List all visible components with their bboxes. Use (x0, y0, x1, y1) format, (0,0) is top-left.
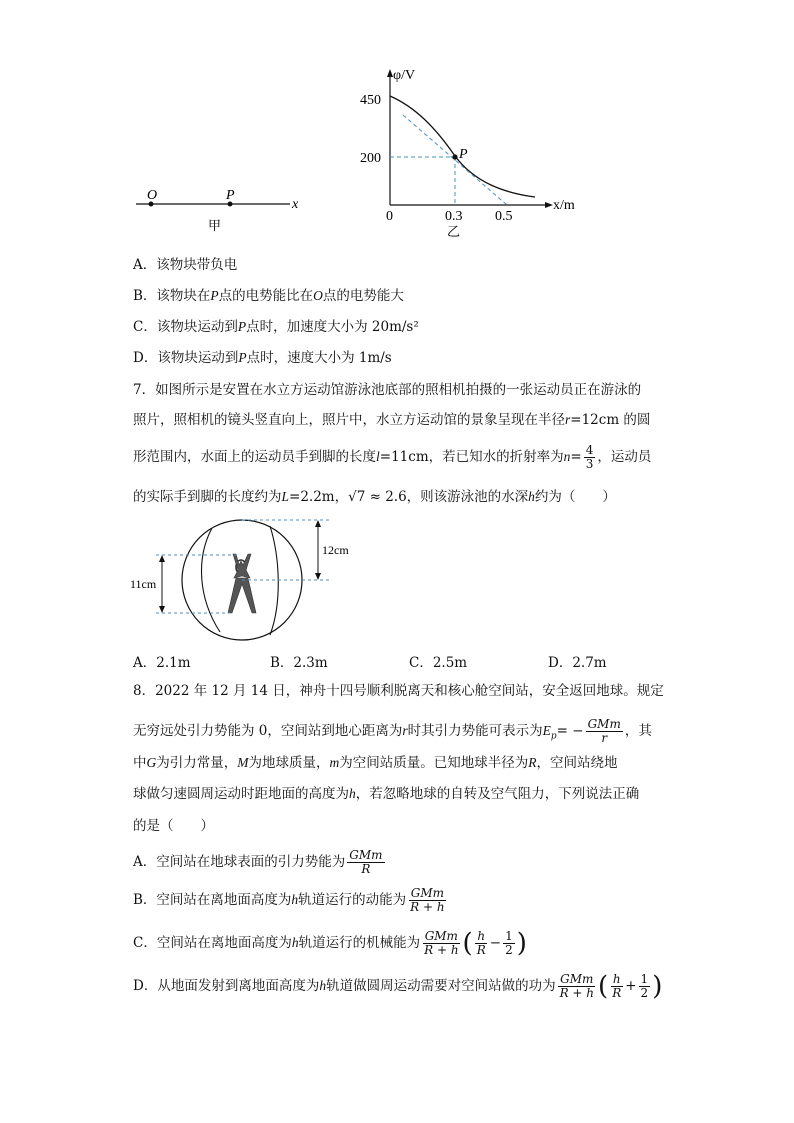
q8-d-pre: D．从地面发射到离地面高度为 (133, 978, 320, 994)
q8-d-op: + (625, 978, 637, 994)
q8-d-mid: 轨道做圆周运动需要对空间站做的功为 (326, 978, 556, 994)
q7-l3-mid: =11cm，若已知水的折射率为 (379, 449, 564, 465)
q8-c-h: h (291, 935, 299, 950)
label-11cm: 11cm (130, 577, 157, 591)
q7-option-c[interactable]: C．2.5m (409, 655, 468, 671)
caption-jia: 甲 (208, 218, 222, 233)
q6-b-mid: 点的电势能比在 (218, 288, 314, 304)
q8-l2-post: ，其 (624, 723, 652, 739)
q8-l3-pre: 中 (133, 755, 147, 771)
q8-d-rparen: ) (652, 971, 663, 1002)
q8-l3-b: 为地球质量， (248, 755, 330, 771)
q8-l3-G: G (146, 755, 157, 770)
q8-option-d[interactable] (133, 971, 662, 1001)
tick-450: 450 (360, 93, 381, 108)
ep-numerator: GMm (587, 717, 621, 731)
figure-yi (355, 65, 595, 240)
q7-figure (130, 518, 360, 643)
q7-line-2 (133, 411, 650, 429)
q7-l4-post: 约为（ ） (534, 489, 616, 505)
q8-l4-post: ，若忽略地球的自转及空气阻力，下列说法正确 (355, 786, 640, 802)
q8-l3-M: M (237, 755, 249, 770)
q8-l4-h: h (349, 786, 356, 801)
q7-line-3 (133, 444, 651, 471)
q7-l4-mid: =2.2m， (289, 489, 349, 505)
q6-c-pre: C．该物块运动到 (133, 319, 238, 335)
q8-c-fraction (422, 930, 460, 957)
q8-d-two: 2 (640, 986, 649, 1000)
q8-d-one: 1 (640, 972, 649, 986)
q8-line-5: 的是（ ） (133, 818, 214, 834)
point-P-label: P (459, 147, 468, 162)
q8-option-a[interactable] (133, 848, 387, 876)
q8-l2-pre: 无穷远处引力势能为 0，空间站到地心距离为 (133, 723, 403, 739)
q7-option-a[interactable]: A．2.1m (133, 655, 191, 671)
refractive-index-fraction (584, 444, 596, 471)
q8-b-num: GMm (410, 886, 445, 900)
q7-l4-post-pre: ，则该游泳池的水深 (406, 489, 529, 505)
l-arrow-top (159, 555, 165, 562)
q8-c-h-den: R (476, 943, 486, 957)
q7-line-1: 7．如图所示是安置在水立方运动馆游泳池底部的照相机拍摄的一张运动员正在游泳的 (133, 382, 642, 398)
n-denominator: 3 (585, 457, 594, 471)
q8-b-pre: B．空间站在离地面高度为 (133, 892, 292, 908)
q6-option-d[interactable] (133, 349, 392, 367)
r-arrow-top (315, 520, 321, 527)
q6-option-b[interactable] (133, 287, 404, 305)
q8-l2-mid: 时其引力势能可表示为 (407, 723, 543, 739)
q8-ep: E (542, 723, 551, 738)
q8-b-mid: 轨道运行的动能为 (298, 892, 407, 908)
q8-b-fraction (408, 887, 446, 914)
q8-line-3 (133, 754, 618, 772)
q8-l4-pre: 球做匀速圆周运动时距地面的高度为 (133, 786, 349, 802)
phi-axis-label: φ/V (393, 68, 416, 83)
q8-l3-R: R (528, 755, 537, 770)
q8-d-den: R + h (559, 986, 595, 1000)
q6-option-a[interactable]: A．该物块带负电 (133, 257, 238, 273)
n-numerator: 4 (585, 443, 594, 457)
label-12cm: 12cm (322, 543, 349, 557)
ep-fraction (586, 718, 623, 745)
q6-b-p: P (210, 288, 219, 303)
q8-c-den: R + h (424, 943, 459, 957)
q8-l3-m: m (329, 755, 340, 770)
q8-l3-d: ，空间站绕地 (536, 755, 618, 771)
q7-option-b[interactable]: B．2.3m (270, 655, 328, 671)
q8-l3-c: 为空间站质量。已知地球半径为 (339, 755, 529, 771)
q8-c-mid: 轨道运行的机械能为 (298, 935, 421, 951)
q8-d-half (639, 973, 651, 1000)
sqrt-expression: √7 ≈ 2.6 (348, 489, 407, 505)
figure-jia (130, 180, 310, 240)
caption-yi: 乙 (447, 224, 461, 239)
q8-a-den: R (361, 862, 371, 876)
q8-d-lparen: ( (598, 971, 609, 1002)
q8-d-num: GMm (560, 972, 594, 986)
q6-d-pre: D．该物块运动到 (133, 350, 239, 366)
q8-a-fraction (347, 849, 384, 876)
q8-option-b[interactable] (133, 886, 449, 914)
q7-l4-pre: 的实际手到脚的长度约为 (133, 489, 282, 505)
q6-d-p: P (238, 350, 247, 365)
q6-b-o: O (313, 288, 323, 303)
q8-line-4 (133, 785, 639, 803)
q8-c-lparen: ( (462, 928, 473, 959)
q7-l4-h: h (528, 489, 535, 504)
q8-c-pre: C．空间站在离地面高度为 (133, 935, 292, 951)
point-P (452, 154, 457, 159)
q8-option-c[interactable] (133, 928, 527, 958)
q8-c-h-num: h (477, 929, 486, 943)
q8-c-h-fraction (475, 930, 488, 957)
q8-d-h: h (319, 978, 327, 993)
q8-l3-a: 为引力常量， (156, 755, 238, 771)
q6-b-pre: B．该物块在 (133, 288, 211, 304)
q7-l4-L: L (281, 489, 290, 504)
tick-200: 200 (360, 151, 381, 166)
q8-line-2 (133, 718, 652, 746)
r-arrow-bottom (315, 573, 321, 580)
label-P: P (226, 188, 235, 203)
q8-b-h: h (291, 892, 299, 907)
q7-line-4 (133, 488, 616, 506)
q7-l3-pre: 形范围内，水面上的运动员手到脚的长度 (133, 449, 376, 465)
q8-c-one: 1 (505, 929, 513, 943)
label-x: x (292, 197, 299, 212)
tick-0: 0 (386, 209, 393, 224)
q7-option-d[interactable]: D．2.7m (548, 655, 607, 671)
q8-b-den: R + h (410, 900, 445, 914)
q8-ep-sub: p (550, 731, 557, 742)
q7-l3-l: l (376, 449, 380, 464)
q6-b-post: 点的电势能大 (322, 288, 404, 304)
q6-d-post: 点时，速度大小为 1m/s (246, 350, 392, 366)
q8-c-op: − (489, 935, 502, 951)
label-O: O (147, 188, 158, 203)
x-axis-arrow (545, 202, 553, 208)
q6-c-post: 点时，加速度大小为 20m/s² (246, 319, 419, 335)
q7-l2-post: =12cm 的圆 (570, 412, 651, 428)
q8-a-num: GMm (349, 848, 383, 862)
q6-c-p: P (237, 319, 247, 334)
q7-l3-post: ，运动员 (597, 449, 652, 465)
pool-line-left (202, 528, 220, 632)
q8-c-rparen: ) (516, 928, 527, 959)
tick-05: 0.5 (495, 209, 513, 224)
q8-c-two: 2 (505, 943, 513, 957)
l-arrow-bottom (159, 606, 165, 613)
q8-line-1: 8．2022 年 12 月 14 日，神舟十四号顺利脱离天和核心舱空间站，安全返回地球。规定 (133, 683, 664, 699)
q8-l2-r: r (402, 723, 408, 738)
q7-l2-pre: 照片，照相机的镜头竖直向上，照片中，水立方运动馆的景象呈现在半径 (133, 412, 565, 428)
q8-d-h-fraction (610, 973, 623, 1000)
q8-c-num: GMm (424, 929, 458, 943)
q8-c-half (503, 930, 515, 957)
ep-denominator: r (601, 731, 608, 745)
q8-eq-minus: = − (556, 723, 584, 739)
swimmer-icon (228, 554, 256, 613)
q8-d-h-num: h (612, 972, 621, 986)
q6-option-c[interactable] (133, 318, 419, 336)
q7-l2-r: r (565, 412, 571, 427)
x-axis-label: x/m (553, 198, 575, 213)
q7-l3-n: n (563, 449, 571, 464)
q8-a-pre: A．空间站在地球表面的引力势能为 (133, 854, 346, 870)
q8-d-fraction (558, 973, 596, 1000)
q8-d-h-den: R (612, 986, 622, 1000)
q7-l3-eq: = (570, 449, 582, 465)
tick-03: 0.3 (445, 209, 463, 224)
